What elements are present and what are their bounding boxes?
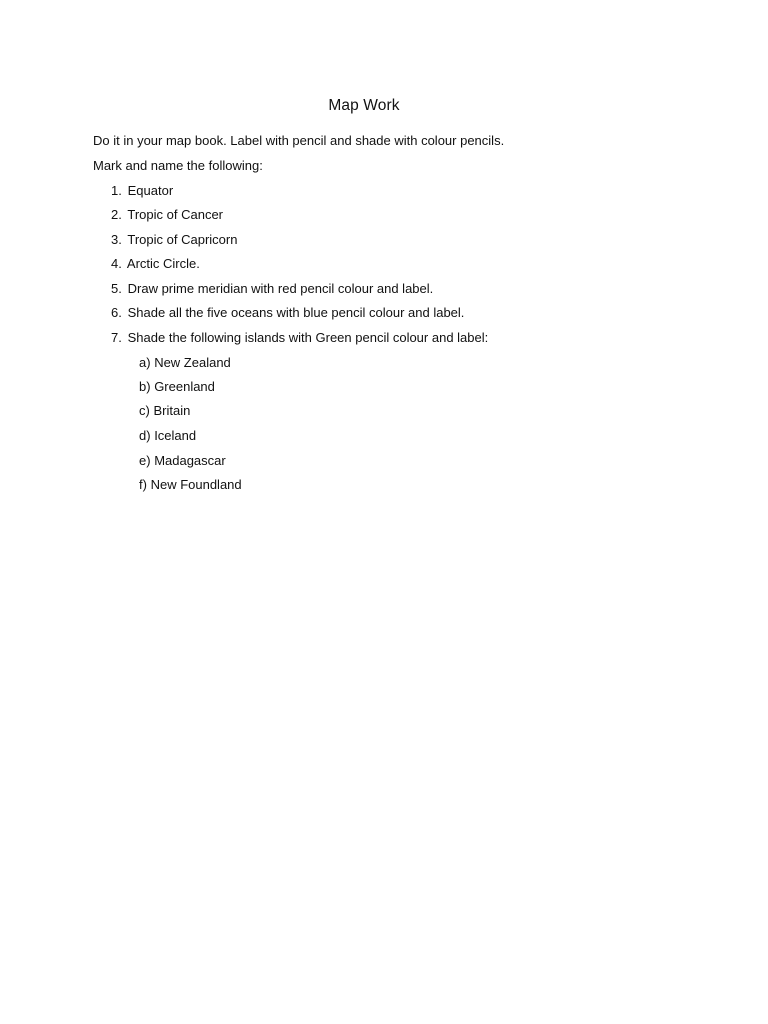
list-item bbox=[111, 304, 464, 322]
island-name: Greenland bbox=[154, 379, 215, 394]
list-item-text: Equator bbox=[127, 183, 174, 198]
list-item-text: Tropic of Capricorn bbox=[127, 232, 238, 247]
list-item-number: 3. bbox=[111, 232, 122, 247]
list-item-text: Shade the following islands with Green pencil colour and label: bbox=[127, 330, 489, 345]
island-item bbox=[139, 378, 215, 396]
island-letter: d) bbox=[139, 428, 151, 443]
list-item bbox=[111, 182, 173, 200]
list-item-number: 6. bbox=[111, 305, 122, 320]
island-item bbox=[139, 452, 226, 470]
list-item-number: 2. bbox=[111, 207, 122, 222]
island-name: Britain bbox=[153, 403, 191, 418]
island-item bbox=[139, 354, 231, 372]
instruction-text: Mark and name the following: bbox=[93, 158, 263, 173]
list-item bbox=[111, 329, 488, 347]
list-item bbox=[111, 206, 223, 224]
island-letter: b) bbox=[139, 379, 151, 394]
list-item bbox=[111, 231, 237, 249]
list-item bbox=[111, 280, 433, 298]
list-item-text: Arctic Circle. bbox=[126, 256, 200, 271]
island-name: Madagascar bbox=[154, 453, 226, 468]
list-item-text: Shade all the five oceans with blue pencil colour and label. bbox=[127, 305, 465, 320]
list-item-number: 1. bbox=[111, 183, 122, 198]
island-name: New Foundland bbox=[150, 477, 242, 492]
list-item-text: Draw prime meridian with red pencil colour and label. bbox=[127, 281, 434, 296]
list-item-number: 5. bbox=[111, 281, 122, 296]
island-letter: f) bbox=[139, 477, 147, 492]
intro-text: Do it in your map book. Label with pencil and shade with colour pencils. bbox=[93, 133, 505, 148]
list-item bbox=[111, 255, 200, 273]
list-item-number: 4. bbox=[111, 256, 122, 271]
page-title: Map Work bbox=[328, 97, 400, 114]
island-name: New Zealand bbox=[154, 355, 231, 370]
list-item-number: 7. bbox=[111, 330, 122, 345]
island-letter: e) bbox=[139, 453, 151, 468]
island-name: Iceland bbox=[154, 428, 197, 443]
island-item bbox=[139, 402, 190, 420]
island-item bbox=[139, 427, 196, 445]
island-letter: a) bbox=[139, 355, 151, 370]
list-item-text: Tropic of Cancer bbox=[127, 207, 223, 222]
island-item bbox=[139, 476, 242, 494]
island-letter: c) bbox=[139, 403, 150, 418]
